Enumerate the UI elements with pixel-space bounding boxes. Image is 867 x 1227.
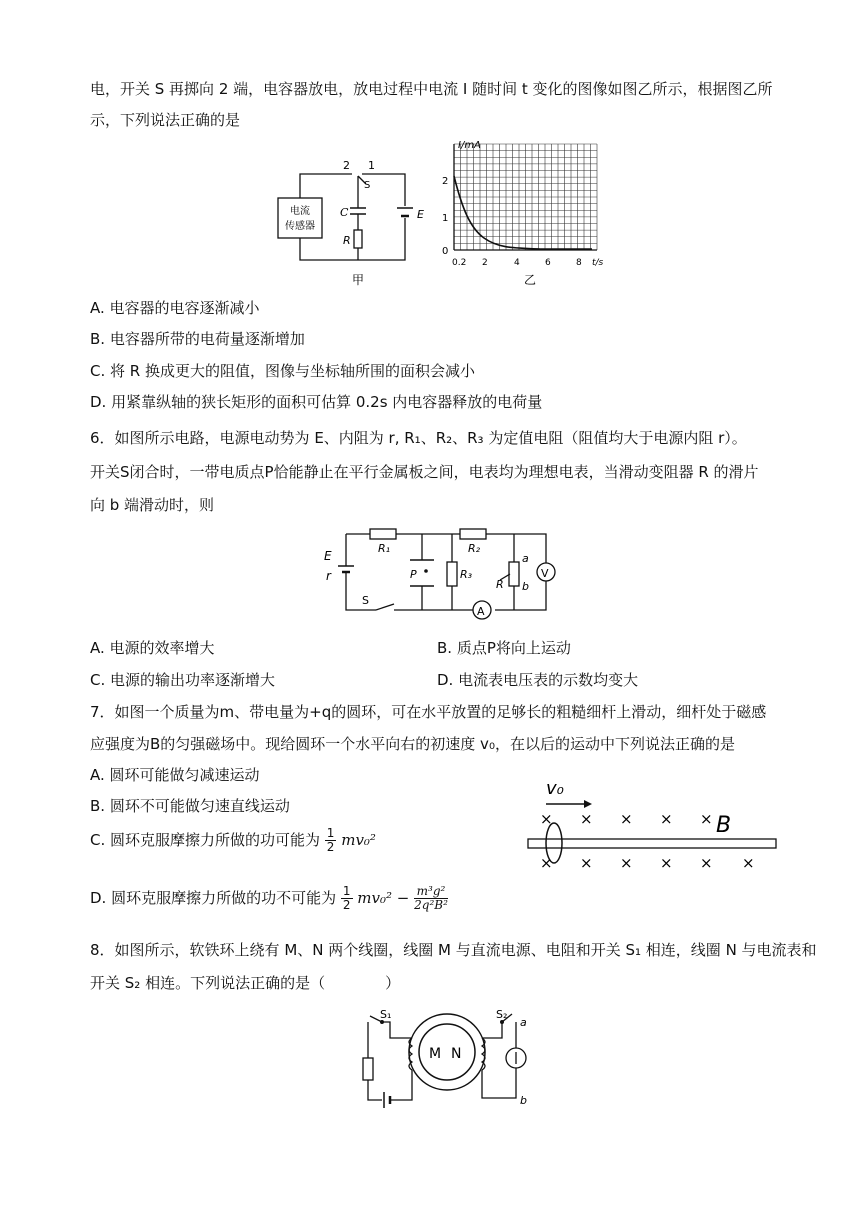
label-S2: S₂ bbox=[496, 1008, 508, 1021]
q7-line1: 7．如图一个质量为m、带电量为+q的圆环，可在水平放置的足够长的粗糙细杆上滑动，细杆处于磁感 bbox=[90, 703, 767, 721]
coil-m-label: M bbox=[429, 1046, 442, 1062]
emf-label: E bbox=[417, 208, 424, 221]
particle-p bbox=[424, 569, 428, 573]
x-tick-0-2: 0.2 bbox=[452, 258, 467, 268]
ammeter-label: A bbox=[477, 605, 485, 618]
q7-line2: 应强度为B的匀强磁场中。现给圆环一个水平向右的初速度 v₀，在以后的运动中下列说法正确的是 bbox=[90, 735, 735, 753]
field-x-mark: × bbox=[660, 810, 673, 828]
switch-pos-1: 1 bbox=[368, 159, 375, 172]
q5-graph-figure bbox=[432, 138, 622, 290]
q7-option-c-expr: mv₀² bbox=[341, 831, 376, 849]
q6-option-b: B. 质点P将向上运动 bbox=[437, 639, 571, 657]
field-x-mark: × bbox=[742, 854, 755, 872]
fig-yi-caption: 乙 bbox=[524, 273, 537, 287]
q7-option-b: B. 圆环不可能做匀速直线运动 bbox=[90, 797, 290, 815]
resistor-r3 bbox=[447, 562, 457, 586]
label-b: b bbox=[520, 1094, 527, 1107]
q8-line1: 8．如图所示，软铁环上绕有 M、N 两个线圈，线圈 M 与直流电源、电阻和开关 S₁ 相连，线圈 N 与电流表和 bbox=[90, 941, 817, 959]
sensor-label-2: 传感器 bbox=[285, 221, 315, 232]
field-x-mark: × bbox=[620, 810, 633, 828]
q5-circuit-figure bbox=[270, 152, 445, 292]
q6-line3: 向 b 端滑动时，则 bbox=[90, 496, 215, 514]
q5-line1: 电，开关 S 再掷向 2 端，电容器放电，放电过程中电流 I 随时间 t 变化的图像如图乙所示，根据图乙所 bbox=[90, 80, 773, 98]
q5-line2: 示，下列说法正确的是 bbox=[90, 111, 241, 129]
q6-line2: 开关S闭合时，一带电质点P恰能静止在平行金属板之间，电表均为理想电表，当滑动变阻器 R 的滑片 bbox=[90, 463, 759, 481]
graph-y-axis-label: I/mA bbox=[458, 140, 481, 151]
resistor-r2 bbox=[460, 529, 486, 539]
q6-option-c: C. 电源的输出功率逐渐增大 bbox=[90, 671, 276, 689]
q5-option-b: B. 电容器所带的电荷量逐渐增加 bbox=[90, 330, 305, 348]
q5-option-c: C. 将 R 换成更大的阻值，图像与坐标轴所围的面积会减小 bbox=[90, 362, 475, 380]
q8-line2: 开关 S₂ 相连。下列说法正确的是（ ） bbox=[90, 974, 401, 992]
field-x-mark: × bbox=[700, 810, 713, 828]
q8-figure bbox=[352, 1008, 542, 1108]
q7-figure bbox=[520, 772, 785, 882]
v0-label: v₀ bbox=[546, 778, 564, 799]
q6-circuit-figure bbox=[318, 520, 568, 620]
resistor-r1 bbox=[370, 529, 396, 539]
q5-option-a: A. 电容器的电容逐渐减小 bbox=[90, 299, 260, 317]
q7-option-d-prefix: D. 圆环克服摩擦力所做的功不可能为 bbox=[90, 889, 337, 907]
q7-option-d-fraction1 bbox=[341, 885, 353, 912]
label-R: R bbox=[496, 578, 504, 591]
y-tick-1: 1 bbox=[442, 213, 449, 224]
label-R2: R₂ bbox=[468, 542, 481, 555]
field-x-mark: × bbox=[660, 854, 673, 872]
v0-arrow-head bbox=[584, 800, 592, 808]
resistor-r bbox=[354, 230, 362, 248]
circuit-wires-left bbox=[300, 174, 352, 198]
label-R1: R₁ bbox=[378, 542, 391, 555]
field-x-mark: × bbox=[540, 854, 553, 872]
q7-option-d-fraction2 bbox=[414, 885, 448, 912]
x-tick-6: 6 bbox=[545, 258, 551, 268]
graph-x-axis-label: t/s bbox=[592, 258, 604, 268]
rod bbox=[528, 839, 776, 848]
q7-option-d-expr1: mv₀² − bbox=[357, 889, 410, 907]
q7-c-frac-num: 1 bbox=[326, 826, 335, 840]
res-label: R bbox=[343, 234, 351, 247]
cap-label: C bbox=[340, 206, 349, 219]
rheostat-r bbox=[509, 562, 519, 586]
current-sensor-box bbox=[278, 198, 322, 238]
x-tick-2: 2 bbox=[482, 258, 488, 268]
fig-jia-caption: 甲 bbox=[352, 273, 365, 287]
q7-option-c bbox=[90, 827, 376, 854]
field-x-mark: × bbox=[620, 854, 633, 872]
iron-ring-outer bbox=[409, 1014, 485, 1090]
label-a: a bbox=[520, 1016, 527, 1029]
q7-d-frac1-num: 1 bbox=[342, 884, 351, 898]
q7-c-frac-den: 2 bbox=[326, 840, 335, 854]
y-tick-0: 0 bbox=[442, 246, 449, 257]
switch-label: S bbox=[364, 180, 371, 191]
q7-option-c-prefix: C. 圆环克服摩擦力所做的功可能为 bbox=[90, 831, 321, 849]
circuit-wires-bottom bbox=[300, 218, 405, 260]
q7-option-a: A. 圆环可能做匀减速运动 bbox=[90, 766, 260, 784]
label-P: P bbox=[410, 568, 417, 581]
graph-grid bbox=[454, 144, 597, 250]
q6-option-d: D. 电流表电压表的示数均变大 bbox=[437, 671, 639, 689]
q7-d-frac2-den: 2q²B² bbox=[414, 898, 448, 912]
q7-d-frac1-den: 2 bbox=[342, 898, 351, 912]
q7-option-c-fraction bbox=[325, 827, 337, 854]
sensor-label-1: 电流 bbox=[290, 206, 310, 217]
B-label: B bbox=[716, 813, 732, 838]
x-tick-8: 8 bbox=[576, 258, 582, 268]
field-x-mark: × bbox=[540, 810, 553, 828]
x-tick-4: 4 bbox=[514, 258, 520, 268]
resistor bbox=[363, 1058, 373, 1080]
q6-line1: 6．如图所示电路，电源电动势为 E、内阻为 r, R₁、R₂、R₃ 为定值电阻（阻值均大于电源内阻 r）。 bbox=[90, 429, 747, 447]
field-x-mark: × bbox=[580, 854, 593, 872]
label-S: S bbox=[362, 594, 369, 607]
field-x-mark: × bbox=[580, 810, 593, 828]
q5-option-d: D. 用紧靠纵轴的狭长矩形的面积可估算 0.2s 内电容器释放的电荷量 bbox=[90, 393, 543, 411]
switch-pos-2: 2 bbox=[343, 159, 350, 172]
label-a: a bbox=[522, 552, 529, 565]
switch-s-blade bbox=[376, 604, 394, 610]
label-r: r bbox=[326, 569, 331, 583]
q7-option-d bbox=[90, 885, 448, 912]
coil-n-label: N bbox=[451, 1046, 462, 1062]
label-E: E bbox=[324, 549, 332, 563]
q6-option-a: A. 电源的效率增大 bbox=[90, 639, 215, 657]
iron-ring-inner bbox=[419, 1024, 475, 1080]
label-S1: S₁ bbox=[380, 1008, 392, 1021]
label-b: b bbox=[522, 580, 529, 593]
label-R3: R₃ bbox=[460, 568, 473, 581]
y-tick-2: 2 bbox=[442, 176, 449, 187]
q7-d-frac2-num: m³g² bbox=[414, 885, 448, 899]
field-x-mark: × bbox=[700, 854, 713, 872]
voltmeter-label: V bbox=[541, 567, 549, 580]
